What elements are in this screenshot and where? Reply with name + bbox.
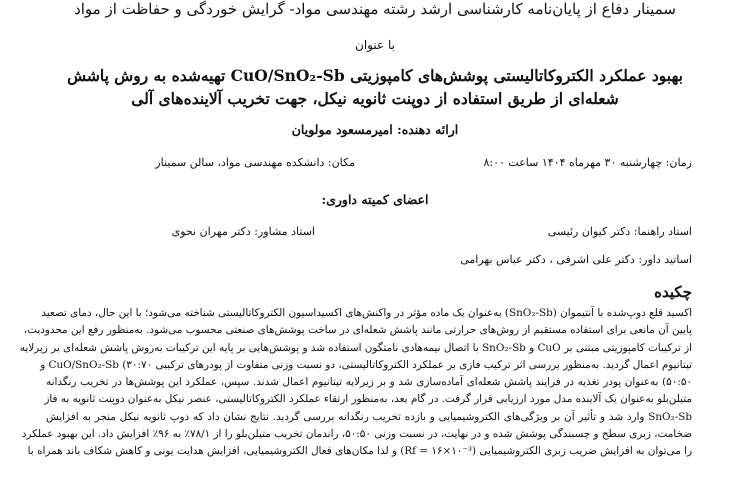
thesis-title-line-2: شعله‌ای از طریق استفاده از دوپنت ثانویه نیکل، جهت تخریب آلاینده‌های آلی bbox=[131, 89, 619, 108]
abstract-line: پایین آن مانعی برای استفاده مستقیم از روش‌های حرارتی مانند پاشش شعله‌ای در ساخت پوشش‌های صنعتی محسوب می‌شود. به‌منظور رفع این محدودیت، bbox=[23, 324, 692, 337]
presenter-name: ارائه دهنده: امیرمسعود مولویان bbox=[291, 122, 459, 137]
advisor: استاد مشاور: دکتر مهران نحوی bbox=[171, 225, 315, 238]
abstract-heading: چکیده bbox=[654, 283, 692, 301]
abstract-line: از ترکیبات کامپوزیتی مبتنی بر CuO و SnO₂-Sb با اتصال نیمه‌هادی نامتگون استفاده شد و پوشش‌هایی بر پایه این ترکیبات به‌روش پاشش شعله‌ای بر زیرلایه bbox=[19, 341, 692, 354]
abstract-line: ۵۰:۵۰) به‌عنوان پودر تغذیه در فرایند پاشش شعله‌ای آماده‌سازی شد و بر زیرلایه تیتانیوم اعمال شدند. سپس، عملکرد این پوشش‌ها در تخریب رنگدانه bbox=[46, 376, 692, 389]
abstract-line: ضخامت، زبری سطح و چسبندگی پوشش شده و در نهایت، در نسبت وزنی ۵۰:۵۰، راندمان تخریب متیلن‌بلو را از ۷۸/۱٪ به ۹۶٪ افزایش داد. این بهبود عملکرد bbox=[21, 428, 692, 441]
event-location: مکان: دانشکده مهندسی مواد، سالن سمینار bbox=[155, 156, 355, 169]
abstract-line: متیلن‌بلو به‌عنوان یک آلاینده مدل مورد ارزیابی قرار گرفت. در گام بعد، به‌منظور ارتقاء عملکرد الکتروکاتالیستی، عنصر نیکل به‌عنوان دوپنت ثانویه به فاز bbox=[44, 393, 692, 406]
supervisor: استاد راهنما: دکتر کیوان رئیسی bbox=[547, 225, 692, 238]
referees: اساتید داور: دکتر علی اشرفی ، دکتر عباس بهرامی bbox=[460, 253, 692, 266]
with-title-label: با عنوان bbox=[355, 38, 395, 52]
abstract-line: را می‌توان به افزایش ضریب زبری الکتروشیمیایی (Rf = ۱۶×۱۰⁻³) و لذا مکان‌های فعال الکتروشیمیایی، افزایش هدایت یونی و کاهش شکاف باند همراه با bbox=[27, 445, 692, 458]
event-datetime: زمان: چهارشنبه ۳۰ مهرماه ۱۴۰۴ ساعت ۸:۰۰ bbox=[483, 156, 692, 169]
committee-heading: اعضای کمیته داوری: bbox=[321, 192, 429, 207]
seminar-description-line: سمینار دفاع از پایان‌نامه کارشناسی ارشد رشته مهندسی مواد- گرایش خوردگی و حفاظت از مواد bbox=[74, 0, 676, 18]
abstract-line: تیتانیوم اعمال گردید. به‌منظور بررسی اثر ترکیب فازی بر عملکرد الکتروکاتالیستی، دو نسبت وزنی متفاوت از پودرهای ترکیبی CuO/SnO₂-Sb (۳۰:۷۰ و bbox=[40, 358, 692, 371]
abstract-body bbox=[19, 305, 692, 461]
abstract-line: SnO₂-Sb وارد شد و تأثیر آن بر ویژگی‌های الکتروشیمیایی و بازده تخریب رنگدانه بررسی گردید. نتایج نشان داد که دوپ ثانویه نیکل منجر به افزایش bbox=[46, 410, 692, 423]
thesis-title-line-1: بهبود عملکرد الکتروکاتالیستی پوشش‌های کامپوزیتی CuO/SnO₂-Sb تهیه‌شده به روش پاشش bbox=[67, 66, 683, 85]
abstract-line: اکسید قلع دوپ‌شده با آنتیموان (SnO₂-Sb) به‌عنوان یک ماده مؤثر در واکنش‌های اکسیداسیون الکتروکاتالیستی شناخته می‌شود؛ با این حال، دمای تصعید bbox=[41, 307, 692, 319]
